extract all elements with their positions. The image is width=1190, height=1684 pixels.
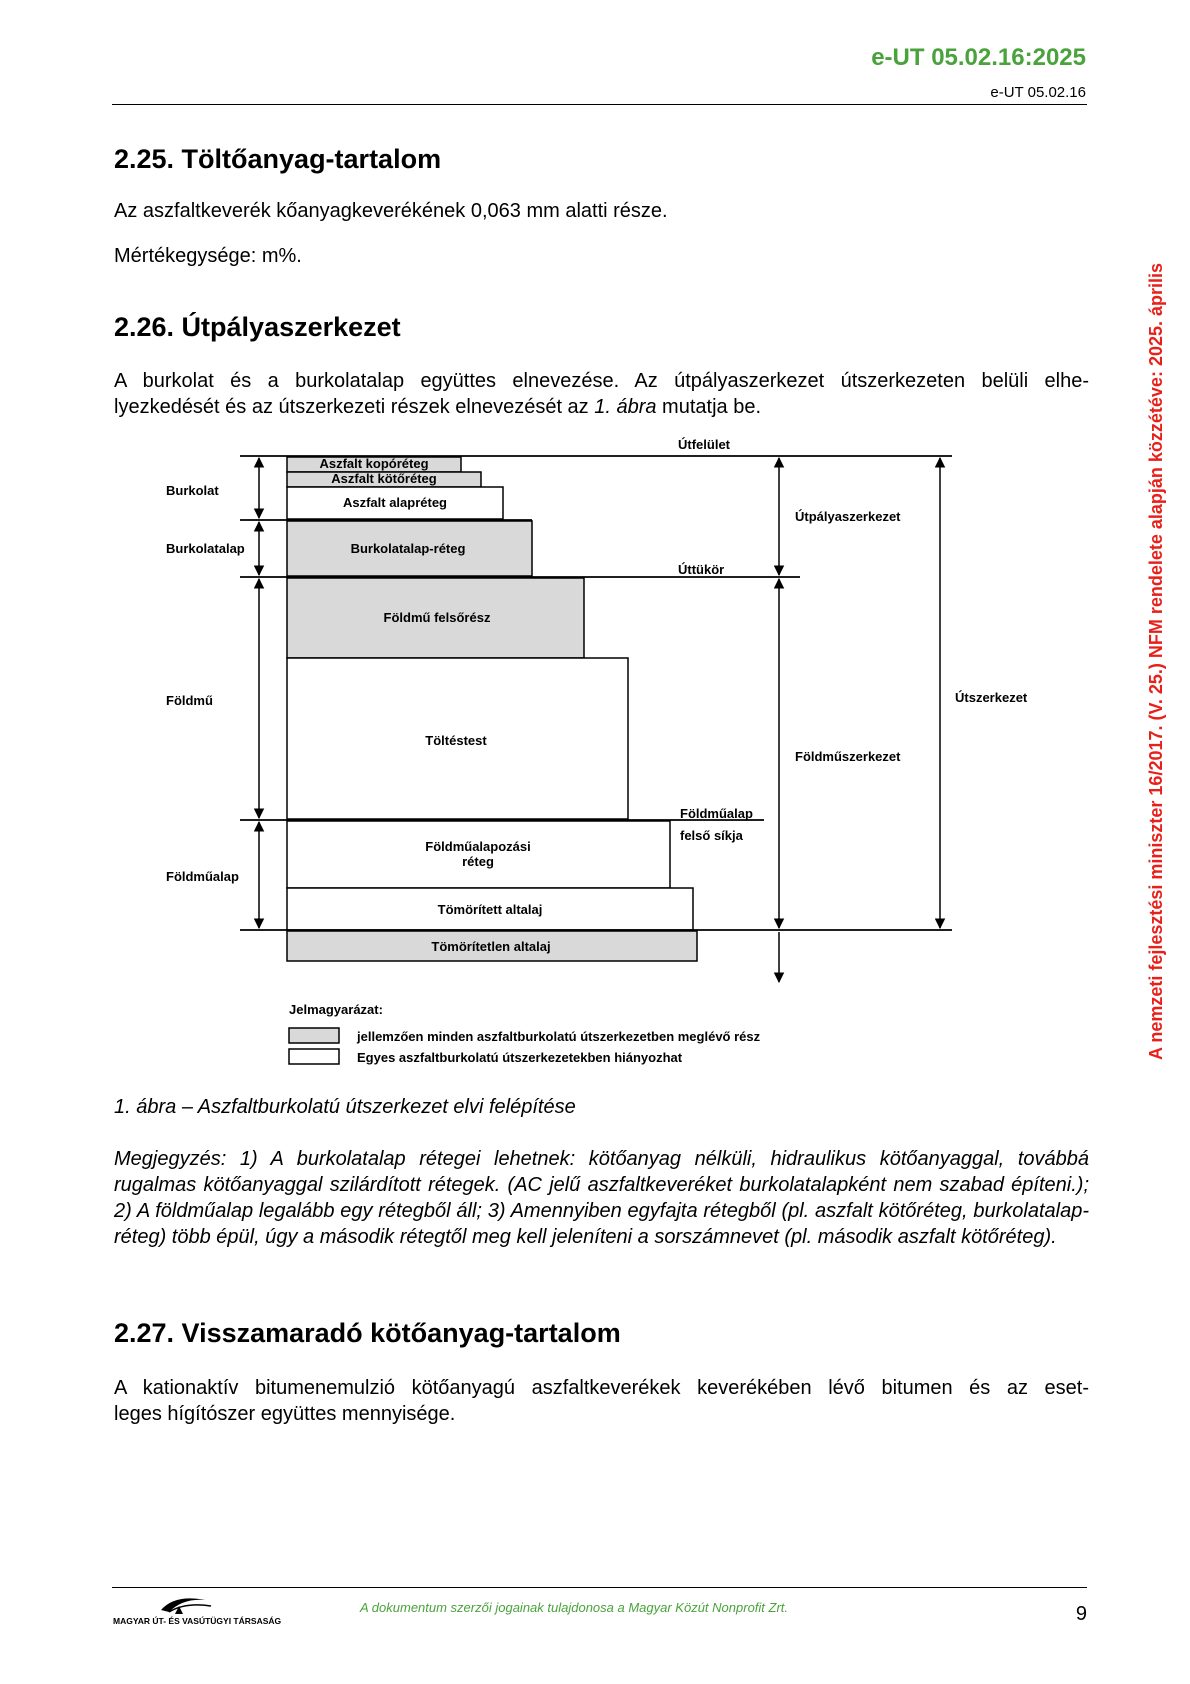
paragraph-text: mutatja be. bbox=[656, 396, 762, 418]
layer-label-felsoresz: Földmű felsőrész bbox=[383, 610, 491, 625]
layer-label-tomoritetlen: Tömörítetlen altalaj bbox=[431, 939, 551, 954]
society-logo bbox=[113, 1592, 282, 1628]
layer-label-alapozasi-2: réteg bbox=[462, 854, 494, 869]
layer-label-koto: Aszfalt kötőréteg bbox=[331, 471, 437, 486]
side-note: A nemzeti fejlesztési miniszter 16/2017. (V. 25.) NFM rendelete alapján közzétéve: 2025. április bbox=[1146, 262, 1166, 1060]
left-label-foldmualap: Földműalap bbox=[166, 869, 239, 884]
right-label-utfelulet: Útfelület bbox=[678, 437, 730, 452]
legend-title: Jelmagyarázat: bbox=[289, 1002, 383, 1017]
figure-reference: 1. ábra bbox=[594, 396, 657, 418]
section-2-27-paragraph-line-2: leges hígítószer együttes mennyisége. bbox=[114, 1403, 456, 1425]
right-label-foldmualap-sik-2: felső síkja bbox=[680, 828, 743, 843]
left-label-burkolatalap: Burkolatalap bbox=[166, 541, 245, 556]
section-title-2-27: 2.27. Visszamaradó kötőanyag-tartalom bbox=[114, 1318, 621, 1348]
legend-gray-text: jellemzően minden aszfaltburkolatú útszerkezetben meglévő rész bbox=[357, 1029, 761, 1044]
right-label-foldmualap-sik-1: Földműalap bbox=[680, 806, 753, 821]
section-2-25-paragraph-1: Az aszfaltkeverék kőanyagkeverékének 0,063 mm alatti része. bbox=[114, 200, 668, 222]
section-title-2-25: 2.25. Töltőanyag-tartalom bbox=[114, 144, 442, 174]
layer-label-burkolatalap: Burkolatalap-réteg bbox=[350, 541, 466, 556]
page-number: 9 bbox=[1075, 1603, 1087, 1625]
right-label-uttukor: Úttükör bbox=[678, 562, 725, 577]
right-label-foldmuszerkezet: Földműszerkezet bbox=[795, 749, 901, 764]
section-title-2-26: 2.26. Útpályaszerkezet bbox=[114, 312, 401, 342]
layer-label-toltestest: Töltéstest bbox=[425, 733, 487, 748]
legend-white-swatch bbox=[289, 1049, 339, 1064]
layer-label-alap: Aszfalt alapréteg bbox=[342, 495, 448, 510]
right-label-utpalyaszerkezet: Útpályaszerkezet bbox=[795, 509, 901, 524]
section-2-26-paragraph-line-1: A burkolat és a burkolatalap együttes elnevezése. Az útpályaszerkezet útszerkezeten belüli elhe- bbox=[114, 370, 1089, 392]
left-label-burkolat: Burkolat bbox=[166, 483, 219, 498]
footer-divider bbox=[112, 1587, 1087, 1588]
logo-text: MAGYAR ÚT- ÉS VASÚTÜGYI TÁRSASÁG bbox=[113, 1616, 282, 1626]
footer-copyright: A dokumentum szerzői jogainak tulajdonosa a Magyar Közút Nonprofit Zrt. bbox=[360, 1600, 789, 1615]
figure-caption: 1. ábra – Aszfaltburkolatú útszerkezet elvi felépítése bbox=[114, 1096, 576, 1118]
section-2-27-paragraph-line-1: A kationaktív bitumenemulzió kötőanyagú aszfaltkeverékek keverékében lévő bitumen és az eset- bbox=[114, 1377, 1089, 1399]
right-label-utszerkezet: Útszerkezet bbox=[955, 690, 1028, 705]
legend-white-text: Egyes aszfaltburkolatú útszerkezetekben hiányozhat bbox=[357, 1050, 683, 1065]
layer-label-kopo: Aszfalt kopóréteg bbox=[319, 456, 429, 471]
figure-note: Megjegyzés: 1) A burkolatalap rétegei lehetnek: kötőanyag nélküli, hidraulikus kötőanyaggal, továbbá rugalmas kötőanyaggal szilárdított rétegek. (AC jelű aszfaltkeveréket burkolatalapként nem szabad építeni.); 2) A földműalap legalább egy rétegből áll; 3) Amennyiben egyfajta rétegből (pl. aszfalt kötőréteg, burkolatalap-réteg) több épül, úgy a második rétegtől meg kell jeleníteni a sorszámnevet (pl. második aszfalt kötőréteg). bbox=[114, 1148, 1089, 1248]
document-subcode: e-UT 05.02.16 bbox=[990, 84, 1086, 101]
left-label-foldmu: Földmű bbox=[166, 693, 213, 708]
legend-gray-swatch bbox=[289, 1028, 339, 1043]
section-2-25-paragraph-2: Mértékegysége: m%. bbox=[114, 245, 302, 267]
paragraph-text: lyezkedését és az útszerkezeti részek elnevezését az bbox=[114, 396, 595, 418]
layer-label-alapozasi-1: Földműalapozási bbox=[425, 839, 531, 854]
layer-label-tomoritett: Tömörített altalaj bbox=[437, 902, 543, 917]
document-code: e-UT 05.02.16:2025 bbox=[871, 44, 1086, 71]
